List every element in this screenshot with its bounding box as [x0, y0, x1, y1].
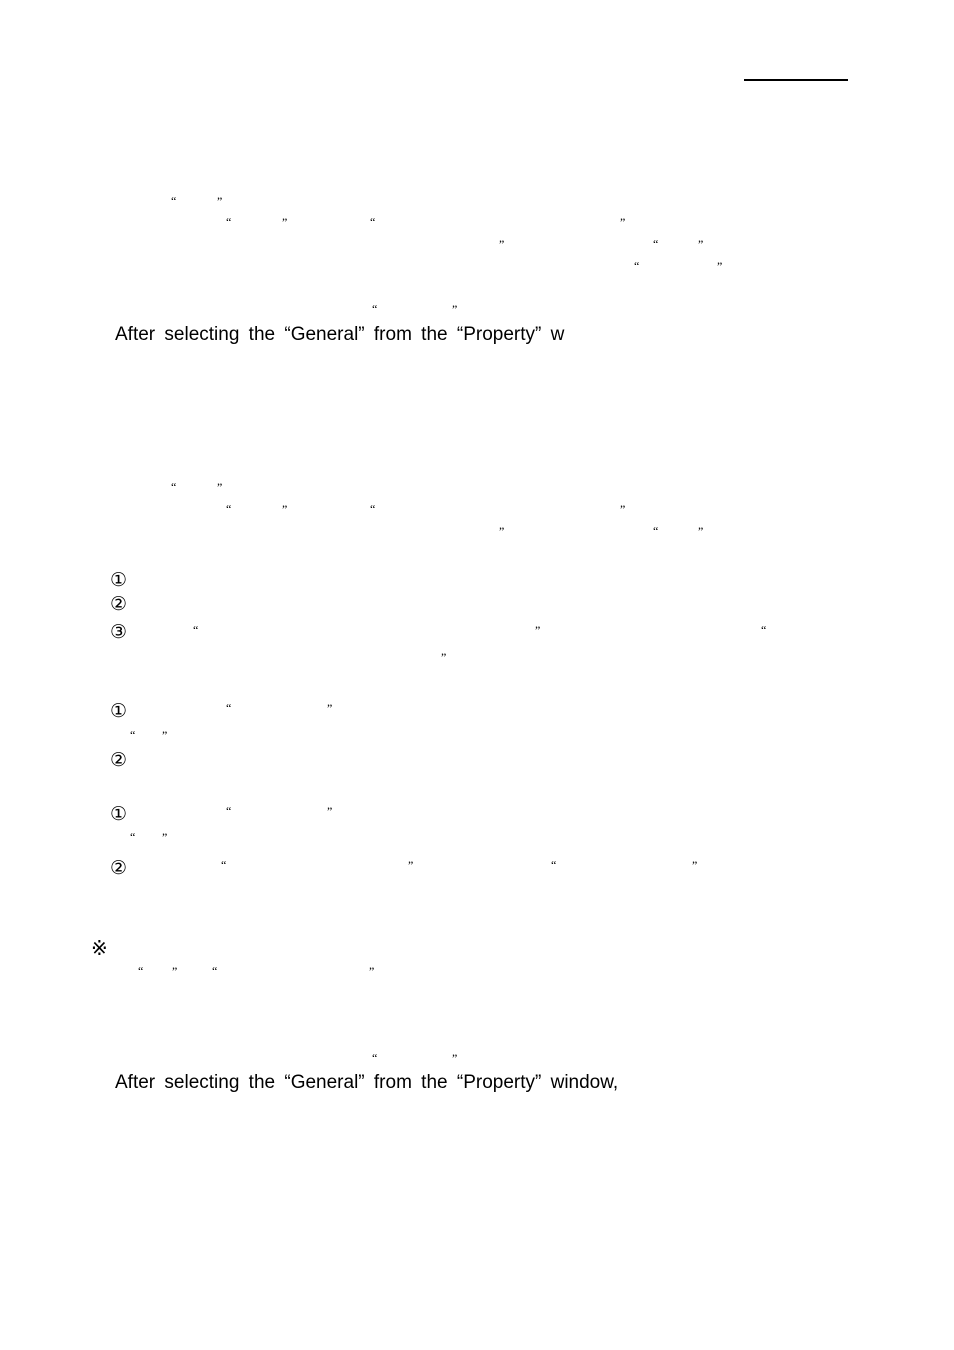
close-quote: ”	[717, 259, 723, 273]
close-quote: ”	[620, 502, 626, 516]
close-quote: ”	[162, 728, 168, 742]
open-quote: “	[171, 194, 177, 208]
close-quote: ”	[620, 215, 626, 229]
open-quote: “	[761, 623, 767, 637]
list-number-1: ①	[110, 569, 128, 591]
open-quote: “	[171, 480, 177, 494]
list-number-2: ②	[110, 749, 128, 771]
open-quote: “	[653, 237, 659, 251]
close-quote: ”	[441, 650, 447, 664]
list-number-2: ②	[110, 593, 128, 615]
reference-mark: ※	[91, 936, 108, 960]
text-line-general-property-window: After selecting the “General” from the “Property” window,	[115, 1072, 619, 1093]
open-quote: “	[221, 858, 227, 872]
list-number-3: ③	[110, 621, 128, 643]
close-quote: ”	[499, 524, 505, 538]
close-quote: ”	[217, 194, 223, 208]
open-quote: “	[370, 215, 376, 229]
open-quote: “	[226, 215, 232, 229]
open-quote: “	[130, 728, 136, 742]
open-quote: “	[370, 502, 376, 516]
close-quote: ”	[282, 502, 288, 516]
close-quote: ”	[327, 701, 333, 715]
open-quote: “	[634, 259, 640, 273]
close-quote: ”	[692, 858, 698, 872]
open-quote: “	[226, 701, 232, 715]
open-quote: “	[138, 964, 144, 978]
list-number-1: ①	[110, 700, 128, 722]
close-quote: ”	[217, 480, 223, 494]
close-quote: ”	[282, 215, 288, 229]
open-quote: “	[193, 623, 199, 637]
close-quote: ”	[698, 524, 704, 538]
close-quote: ”	[369, 964, 375, 978]
open-quote: “	[130, 830, 136, 844]
close-quote: ”	[499, 237, 505, 251]
list-number-1: ①	[110, 803, 128, 825]
close-quote: ”	[327, 804, 333, 818]
open-quote: “	[226, 502, 232, 516]
close-quote: ”	[162, 830, 168, 844]
header-rule	[744, 79, 848, 81]
open-quote: “	[212, 964, 218, 978]
close-quote: ”	[535, 623, 541, 637]
close-quote: ”	[698, 237, 704, 251]
open-quote: “	[372, 302, 378, 316]
open-quote: “	[226, 804, 232, 818]
close-quote: ”	[172, 964, 178, 978]
open-quote: “	[372, 1051, 378, 1065]
close-quote: ”	[408, 858, 414, 872]
close-quote: ”	[452, 1051, 458, 1065]
text-line-general-property: After selecting the “General” from the “Property” w	[115, 324, 565, 345]
open-quote: “	[551, 858, 557, 872]
close-quote: ”	[452, 302, 458, 316]
list-number-2: ②	[110, 857, 128, 879]
open-quote: “	[653, 524, 659, 538]
